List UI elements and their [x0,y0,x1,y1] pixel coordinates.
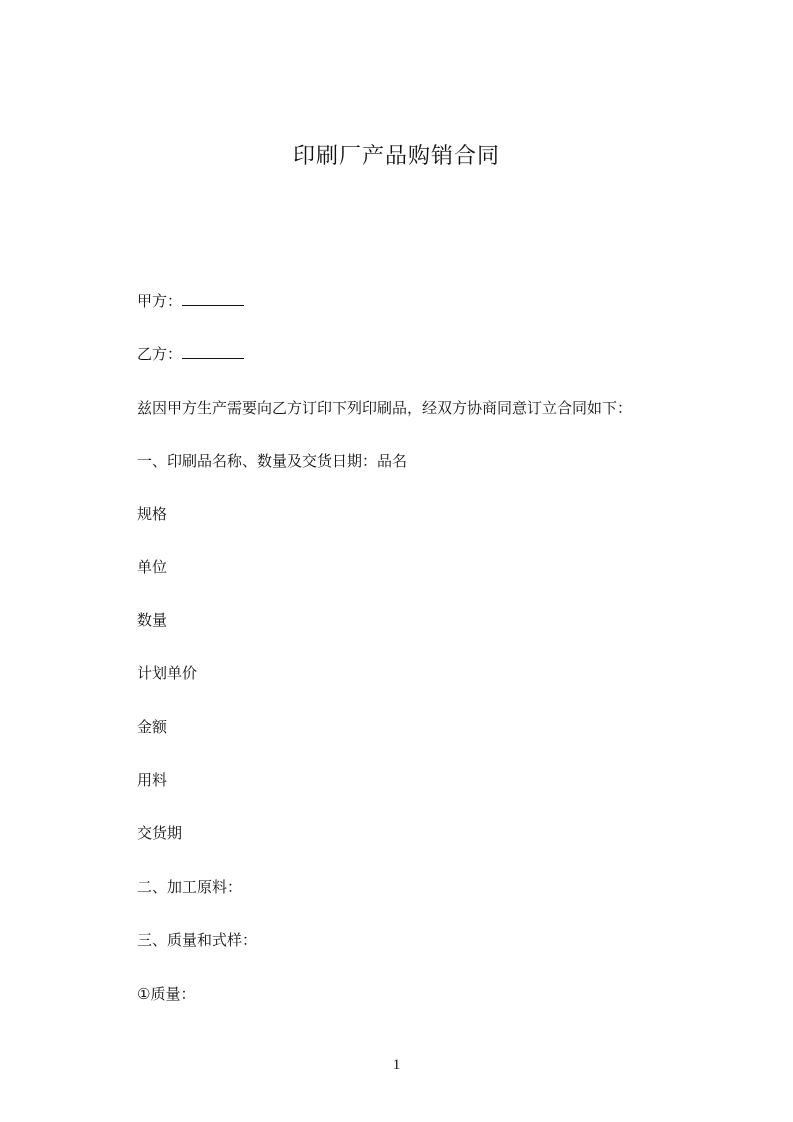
item-quantity: 数量 [137,611,168,629]
item-unit: 单位 [137,558,168,576]
section-3-heading: 三、质量和式样： [137,931,258,949]
section-1-heading: 一、印刷品名称、数量及交货日期：品名 [137,452,408,470]
item-unit-price: 计划单价 [137,664,198,682]
item-delivery-date: 交货期 [137,824,183,842]
item-amount: 金额 [137,718,168,736]
party-a-line [137,290,244,312]
party-b-label: 乙方： [137,345,183,363]
document-title: 印刷厂产品购销合同 [292,144,500,169]
party-a-label: 甲方： [137,292,183,310]
party-a-blank [182,291,244,306]
item-material: 用料 [137,771,168,789]
section-2-heading: 二、加工原料： [137,878,243,896]
quality-item: ①质量： [137,985,196,1003]
page-number: 1 [392,1057,401,1073]
intro-paragraph: 兹因甲方生产需要向乙方订印下列印刷品，经双方协商同意订立合同如下： [137,399,633,417]
party-b-line [137,343,244,365]
item-spec: 规格 [137,505,168,523]
party-b-blank [182,344,244,359]
